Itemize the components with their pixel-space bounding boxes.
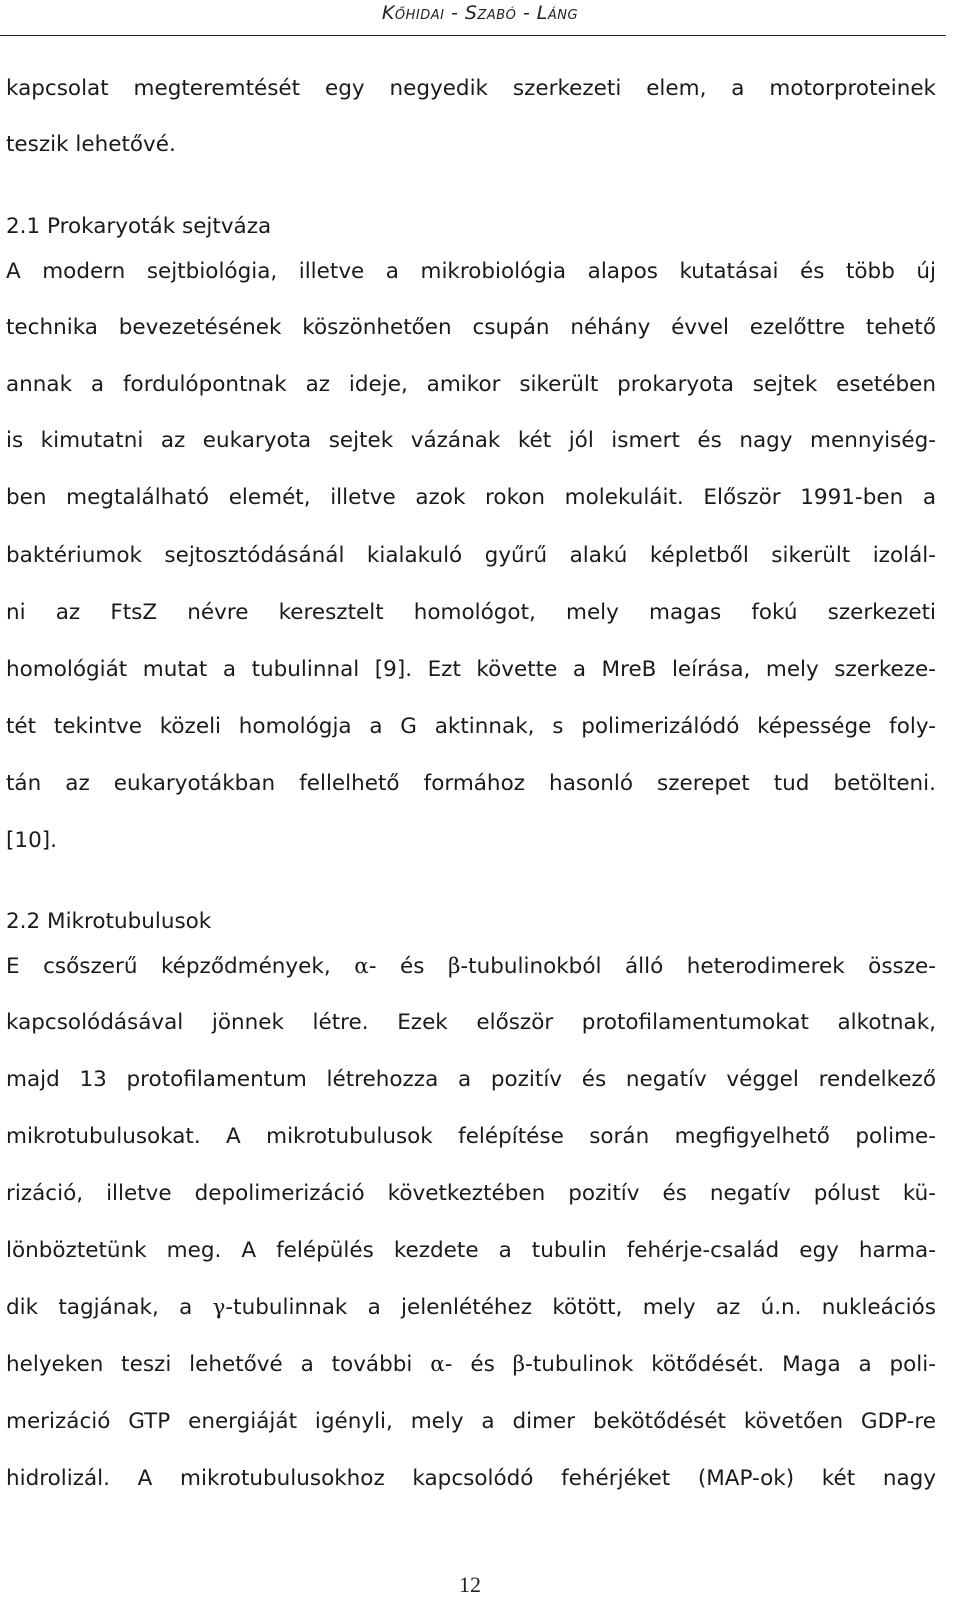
text-line: tét tekintve közeli homológja a G aktinnak, s polimerizálódó képessége foly- [6, 714, 936, 739]
text-line: hidrolizál. A mikrotubulusokhoz kapcsolódó fehérjéket (MAP-ok) két nagy [6, 1466, 936, 1491]
text-run: -tubulinokból álló heterodimerek össze- [460, 954, 936, 979]
section-heading-2-2: 2.2 Mikrotubulusok [6, 909, 212, 934]
text-line: tán az eukaryotákban fellelhető formához hasonló szerepet tud betölteni. [6, 771, 936, 796]
alpha-symbol: α [430, 1352, 445, 1377]
text-line-greek [6, 953, 936, 981]
text-line: kapcsolódásával jönnek létre. Ezek először protofilamentumokat alkotnak, [6, 1010, 936, 1035]
beta-symbol: β [512, 1352, 526, 1377]
text-run: E csőszerű képződmények, [6, 954, 355, 979]
text-line: is kimutatni az eukaryota sejtek vázának két jól ismert és nagy mennyiség- [6, 428, 936, 453]
text-line: mikrotubulusokat. A mikrotubulusok felépítése során megfigyelhető polime- [6, 1124, 936, 1149]
text-line: kapcsolat megteremtését egy negyedik szerkezeti elem, a motorproteinek [6, 76, 936, 101]
text-run: -tubulinok kötődését. Maga a poli- [525, 1352, 937, 1377]
text-run: - és [368, 954, 448, 979]
text-line: lönböztetünk meg. A felépülés kezdete a tubulin fehérje-család egy harma- [6, 1238, 936, 1263]
text-line: majd 13 protofilamentum létrehozza a pozitív és negatív véggel rendelkező [6, 1067, 936, 1092]
gamma-symbol: γ [212, 1295, 226, 1320]
header-rule [0, 35, 946, 36]
text-run: dik tagjának, a [6, 1295, 213, 1320]
text-line-greek [6, 1294, 936, 1322]
running-head: Kőhidai - Szabó - Láng [381, 2, 579, 24]
text-line: homológiát mutat a tubulinnal [9]. Ezt követte a MreB leírása, mely szerkeze- [6, 657, 936, 682]
text-line: merizáció GTP energiáját igényli, mely a dimer bekötődését követően GDP-re [6, 1409, 936, 1434]
section-heading-2-1: 2.1 Prokaryoták sejtváza [6, 214, 272, 239]
text-run: helyeken teszi lehetővé a további [6, 1352, 431, 1377]
text-line: baktériumok sejtosztódásánál kialakuló gyűrű alakú képletből sikerült izolál- [6, 543, 936, 568]
text-line: rizáció, illetve depolimerizáció következtében pozitív és negatív pólust kü- [6, 1181, 936, 1206]
text-line: technika bevezetésének köszönhetően csupán néhány évvel ezelőttre tehető [6, 315, 936, 340]
text-run: -tubulinnak a jelenlétéhez kötött, mely az ú.n. nukleációs [225, 1295, 936, 1320]
page-number: 12 [459, 1572, 481, 1597]
text-line: annak a fordulópontnak az ideje, amikor sikerült prokaryota sejtek esetében [6, 372, 936, 397]
text-line: A modern sejtbiológia, illetve a mikrobiológia alapos kutatásai és több új [6, 259, 936, 284]
text-line: teszik lehetővé. [6, 132, 176, 157]
text-line: ben megtalálható elemét, illetve azok rokon molekuláit. Először 1991-ben a [6, 485, 936, 510]
beta-symbol: β [447, 954, 461, 979]
alpha-symbol: α [354, 954, 369, 979]
text-run: - és [444, 1352, 513, 1377]
text-line-greek [6, 1351, 936, 1379]
text-line: ni az FtsZ névre keresztelt homológot, mely magas fokú szerkezeti [6, 600, 936, 625]
text-line: [10]. [6, 828, 57, 853]
